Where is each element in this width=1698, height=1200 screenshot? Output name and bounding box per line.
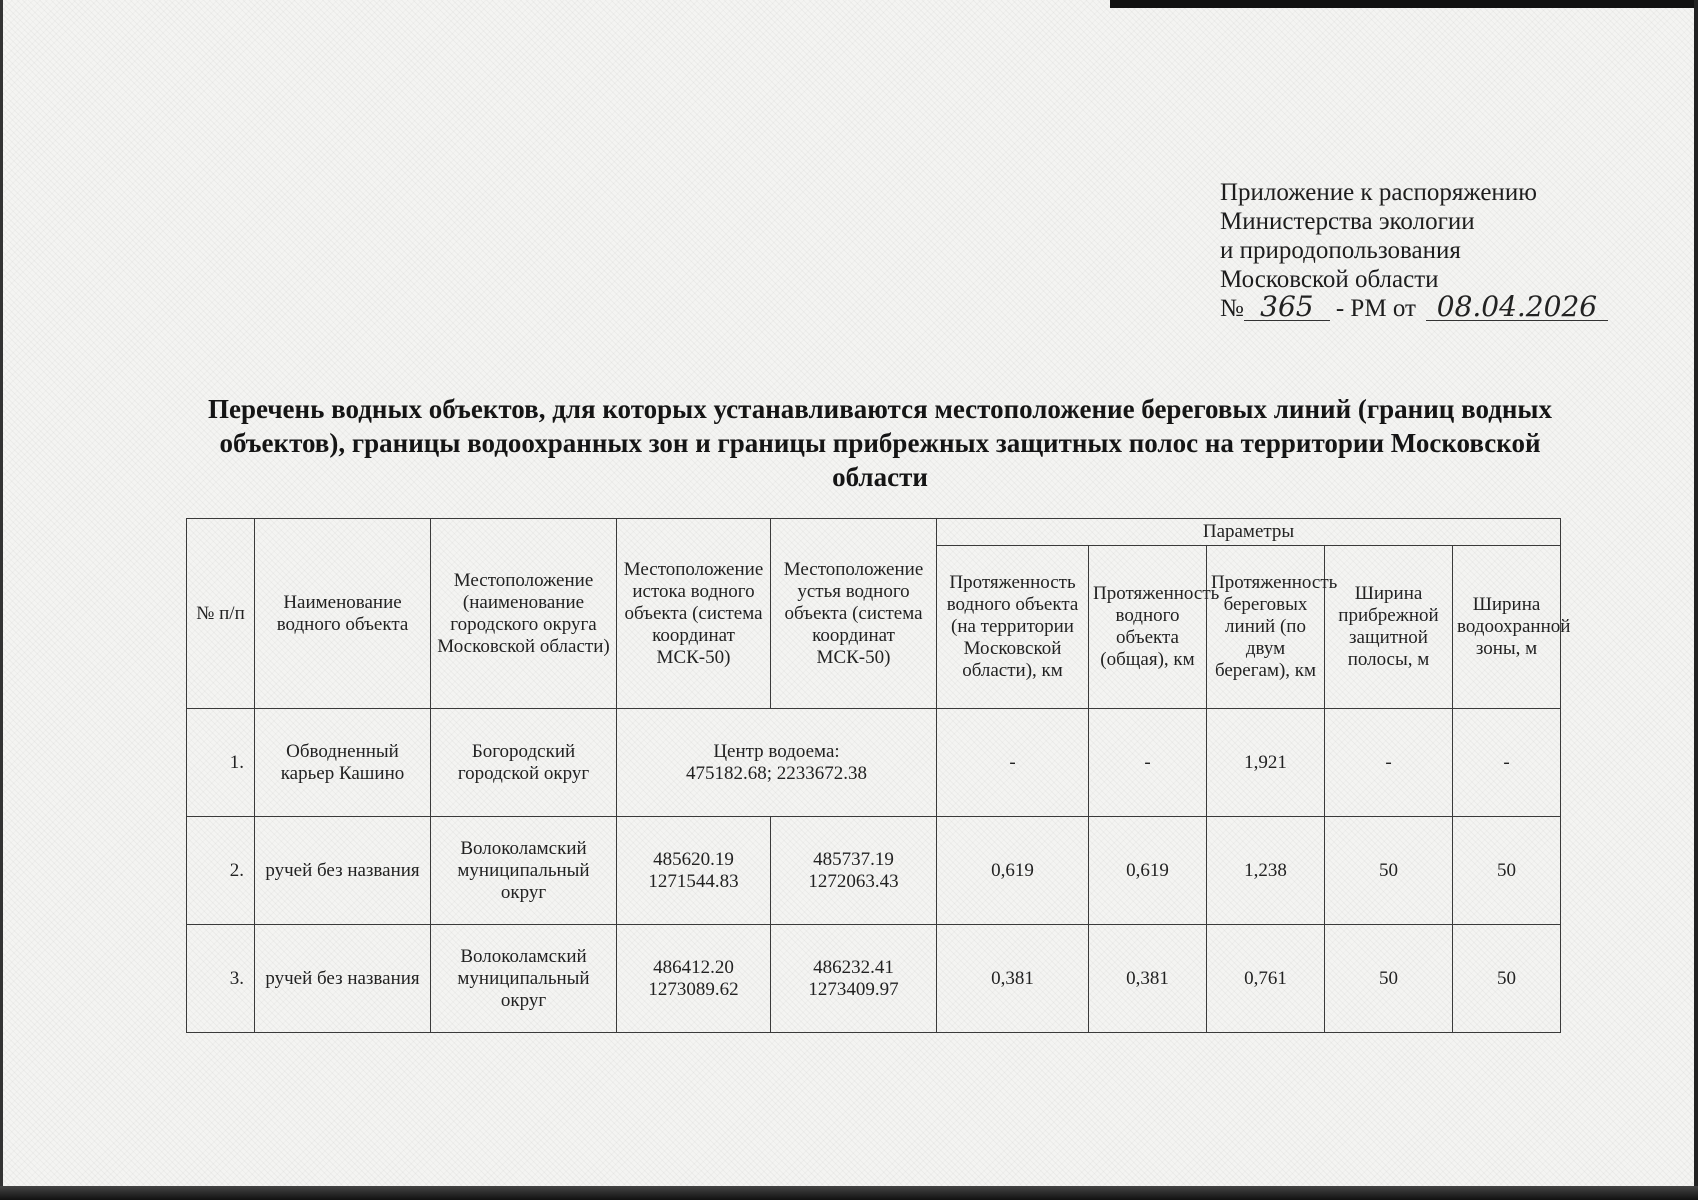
row-mouth (771, 817, 937, 925)
row-source (617, 817, 771, 925)
row-length-region: - (937, 709, 1089, 817)
title-line-1: Перечень водных объектов, для которых устанавливаются местоположение береговых линий (границ водных (208, 394, 1552, 424)
header-name: Наименование водного объекта (255, 519, 431, 709)
document-title (180, 392, 1580, 494)
row-name: Обводненный карьер Кашино (255, 709, 431, 817)
title-line-2: объектов), границы водоохранных зон и границы прибрежных защитных полос на территории Московской (219, 428, 1541, 458)
row-center-coordinates (617, 709, 937, 817)
header-location: Местоположение (наименование городского округа Московской области) (431, 519, 617, 709)
row-length-total: 0,381 (1089, 925, 1207, 1033)
scan-edge-left (0, 0, 3, 1200)
mouth-y: 1273409.97 (808, 978, 899, 1000)
source-y: 1271544.83 (648, 870, 739, 892)
row-protection-width: - (1453, 709, 1561, 817)
order-number: 365 (1244, 294, 1330, 321)
header-num: № п/п (187, 519, 255, 709)
header-shore-length: Протяженность береговых линий (по двум берегам), км (1207, 546, 1325, 709)
source-y: 1273089.62 (648, 978, 739, 1000)
title-line-3: области (832, 462, 928, 492)
order-number-prefix: № (1220, 295, 1244, 322)
header-protection-width: Ширина водоохранной зоны, м (1453, 546, 1561, 709)
row-mouth (771, 925, 937, 1033)
row-protection-width: 50 (1453, 925, 1561, 1033)
mouth-x: 485737.19 (813, 848, 894, 870)
mouth-x: 486232.41 (813, 956, 894, 978)
header-length-total: Протяженность водного объекта (общая), км (1089, 546, 1207, 709)
header-mouth: Местоположение устья водного объекта (система координат МСК-50) (771, 519, 937, 709)
mouth-y: 1272063.43 (808, 870, 899, 892)
table-row (187, 925, 1561, 1033)
row-num: 1. (187, 709, 255, 817)
row-name: ручей без названия (255, 925, 431, 1033)
header-source: Местоположение истока водного объекта (система координат МСК-50) (617, 519, 771, 709)
center-label: Центр водоема: (713, 740, 840, 762)
appendix-line-2: Министерства экологии (1220, 208, 1475, 235)
registry-table-wrapper (186, 518, 1571, 1033)
order-date: 08.04.2026 (1426, 294, 1608, 321)
row-protection-width: 50 (1453, 817, 1561, 925)
table-row (187, 709, 1561, 817)
row-shore-length: 0,761 (1207, 925, 1325, 1033)
source-x: 486412.20 (653, 956, 734, 978)
appendix-line-1: Приложение к распоряжению (1220, 179, 1537, 206)
order-reference (1220, 290, 1640, 323)
row-coastal-width: 50 (1325, 817, 1453, 925)
row-source (617, 925, 771, 1033)
scan-edge-right (1694, 0, 1698, 1200)
row-length-region: 0,619 (937, 817, 1089, 925)
row-name: ручей без названия (255, 817, 431, 925)
source-x: 485620.19 (653, 848, 734, 870)
appendix-line-3: и природопользования (1220, 237, 1461, 264)
header-params: Параметры (937, 519, 1561, 546)
row-num: 2. (187, 817, 255, 925)
row-coastal-width: 50 (1325, 925, 1453, 1033)
row-num: 3. (187, 925, 255, 1033)
row-length-total: 0,619 (1089, 817, 1207, 925)
table-header-row-1 (187, 519, 1561, 546)
row-location: Волоколамский муниципальный округ (431, 925, 617, 1033)
order-number-suffix: - РМ от (1335, 295, 1416, 322)
row-length-total: - (1089, 709, 1207, 817)
row-location: Богородский городской округ (431, 709, 617, 817)
row-location: Волоколамский муниципальный округ (431, 817, 617, 925)
row-shore-length: 1,238 (1207, 817, 1325, 925)
row-shore-length: 1,921 (1207, 709, 1325, 817)
header-coastal-width: Ширина прибрежной защитной полосы, м (1325, 546, 1453, 709)
appendix-line-4: Московской области (1220, 266, 1439, 293)
table-row (187, 817, 1561, 925)
scan-edge-bottom (0, 1186, 1698, 1200)
row-coastal-width: - (1325, 709, 1453, 817)
water-objects-table (186, 518, 1571, 1033)
scan-edge-top (1110, 0, 1698, 8)
row-length-region: 0,381 (937, 925, 1089, 1033)
appendix-block (1220, 178, 1640, 323)
header-length-region: Протяженность водного объекта (на территории Московской области), км (937, 546, 1089, 709)
center-coords: 475182.68; 2233672.38 (685, 762, 868, 784)
